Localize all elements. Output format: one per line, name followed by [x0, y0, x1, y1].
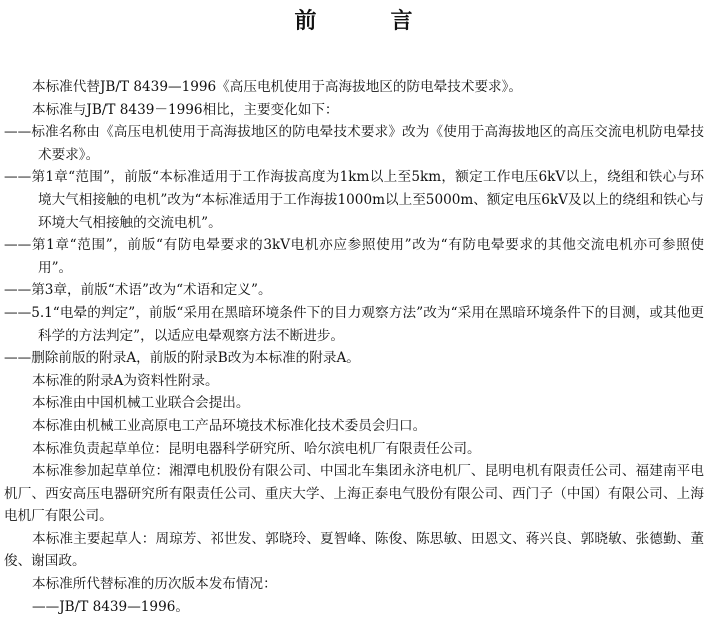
paragraph-committee: 本标准由机械工业高原电工产品环境技术标准化技术委员会归口。 [32, 417, 427, 434]
paragraph-replaces: 本标准代替JB/T 8439—1996《高压电机使用于高海拔地区的防电晕技术要求》。 [32, 79, 523, 95]
paragraph-history-item: ——JB/T 8439—1996。 [32, 598, 189, 615]
paragraph-participating-drafters: 本标准参加起草单位：湘潭电机股份有限公司、中国北车集团永济电机厂、昆明电机有限责任公司、福建南平电机厂、西安高压电器研究所有限责任公司、重庆大学、上海正泰电气股份有限公司、西门子（中国）有限公司、上海电机厂有限公司。 [4, 463, 704, 525]
paragraph-proposer: 本标准由中国机械工业联合会提出。 [32, 395, 250, 412]
paragraph-appendix-info: 本标准的附录A为资料性附录。 [32, 372, 219, 389]
page-title: 前 言 [294, 9, 439, 34]
change-item-appendix: ——删除前版的附录A，前版的附录B改为本标准的附录A。 [4, 350, 360, 367]
paragraph-history: 本标准所代替标准的历次版本发布情况： [32, 576, 277, 593]
change-item-title: ——标准名称由《高压电机使用于高海拔地区的防电晕技术要求》改为《使用于高海拔地区的高压交流电机防电晕技术要求》。 [4, 124, 704, 163]
paragraph-main-drafters: 本标准主要起草人：周琼芳、祁世发、郭晓玲、夏智峰、陈俊、陈思敏、田恩文、蒋兴良、郭晓敏、张德勤、董俊、谢国政。 [4, 530, 704, 570]
change-item-terms: ——第3章，前版“术语”改为“术语和定义”。 [4, 282, 272, 299]
document-body [4, 76, 704, 618]
change-item-corona: ——5.1“电晕的判定”，前版“采用在黑暗环境条件下的目力观察方法”改为“采用在黑暗环境条件下的目测，或其他更科学的方法判定”，以适应电晕观察方法不断进步。 [4, 304, 704, 344]
paragraph-changes-intro: 本标准与JB/T 8439－1996相比，主要变化如下： [32, 101, 339, 118]
change-item-scope-1: ——第1章“范围”，前版“本标准适用于工作海拔高度为1km以上至5km，额定工作电压6kV以上，绕组和铁心与环境大气相接触的电机”改为“本标准适用于工作海拔1000m以上至5000m、额定电压6kV及以上的绕组和铁心与环境大气相接触的交流电机”。 [4, 169, 704, 231]
paragraph-lead-drafters: 本标准负责起草单位：昆明电器科学研究所、哈尔滨电机厂有限责任公司。 [32, 440, 481, 457]
change-item-scope-2: ——第1章“范围”，前版“有防电晕要求的3kV电机亦应参照使用”改为“有防电晕要求的其他交流电机亦可参照使用”。 [4, 237, 704, 276]
